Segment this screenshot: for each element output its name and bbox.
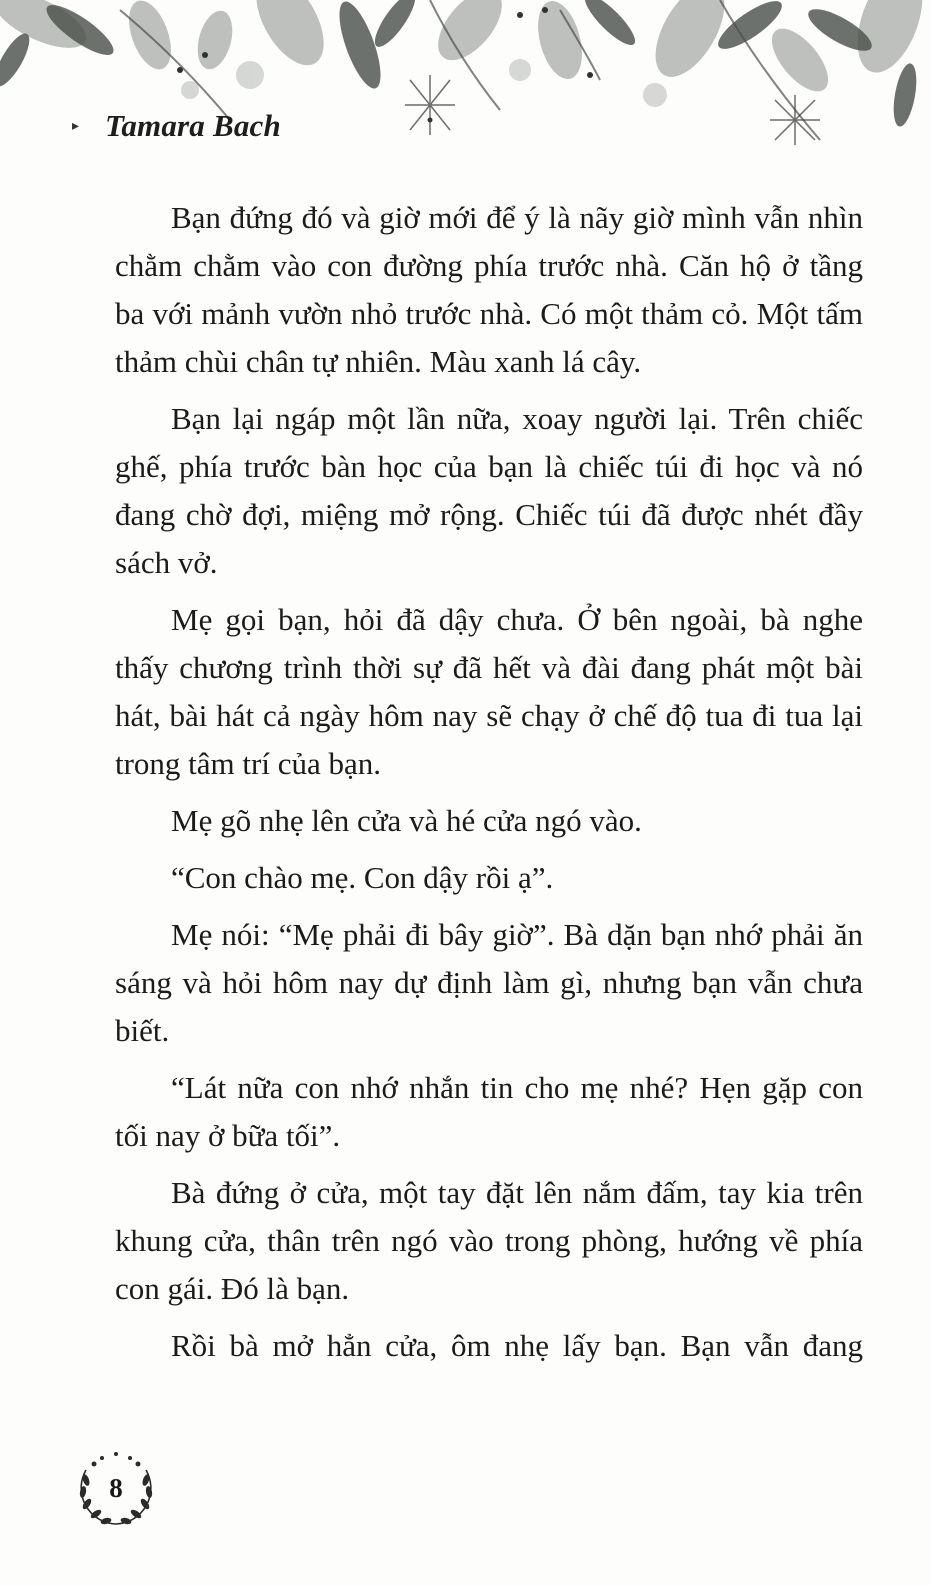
body-text <box>115 194 863 1379</box>
page-number: 8 <box>109 1472 123 1503</box>
running-head <box>72 108 281 144</box>
paragraph: Bà đứng ở cửa, một tay đặt lên nắm đấm, tay kia trên khung cửa, thân trên ngó vào trong phòng, hướng về phía con gái. Đó là bạn. <box>115 1175 863 1306</box>
running-head-bullet: ▸ <box>72 118 80 134</box>
paragraph: Bạn đứng đó và giờ mới để ý là nãy giờ mình vẫn nhìn chằm chằm vào con đường phía trước nhà. Căn hộ ở tầng ba với mảnh vườn nhỏ trước nhà. Có một thảm cỏ. Một tấm thảm chùi chân tự nhiên. Màu xanh lá cây. <box>115 200 863 379</box>
paragraph: Rồi bà mở hẳn cửa, ôm nhẹ lấy bạn. Bạn vẫn đang <box>171 1328 863 1363</box>
paragraph: Mẹ gọi bạn, hỏi đã dậy chưa. Ở bên ngoài, bà nghe thấy chương trình thời sự đã hết và đài đang phát một bài hát, bài hát cả ngày hôm nay sẽ chạy ở chế độ tua đi tua lại trong tâm trí của bạn. <box>115 602 863 781</box>
author-name: Tamara Bach <box>105 108 281 143</box>
leaf-foliage-illustration <box>0 0 931 170</box>
paragraph: “Lát nữa con nhớ nhắn tin cho mẹ nhé? Hẹn gặp con tối nay ở bữa tối”. <box>115 1070 863 1153</box>
paragraph: “Con chào mẹ. Con dậy rồi ạ”. <box>171 860 554 895</box>
paragraph: Mẹ gõ nhẹ lên cửa và hé cửa ngó vào. <box>171 803 642 838</box>
paragraph: Bạn lại ngáp một lần nữa, xoay người lại. Trên chiếc ghế, phía trước bàn học của bạn là chiếc túi đi học và nó đang chờ đợi, miệng mở rộng. Chiếc túi đã được nhét đầy sách vở. <box>115 401 863 580</box>
page-folio <box>72 1444 160 1532</box>
paragraph: Mẹ nói: “Mẹ phải đi bây giờ”. Bà dặn bạn nhớ phải ăn sáng và hỏi hôm nay dự định làm gì, nhưng bạn vẫn chưa biết. <box>115 917 863 1048</box>
